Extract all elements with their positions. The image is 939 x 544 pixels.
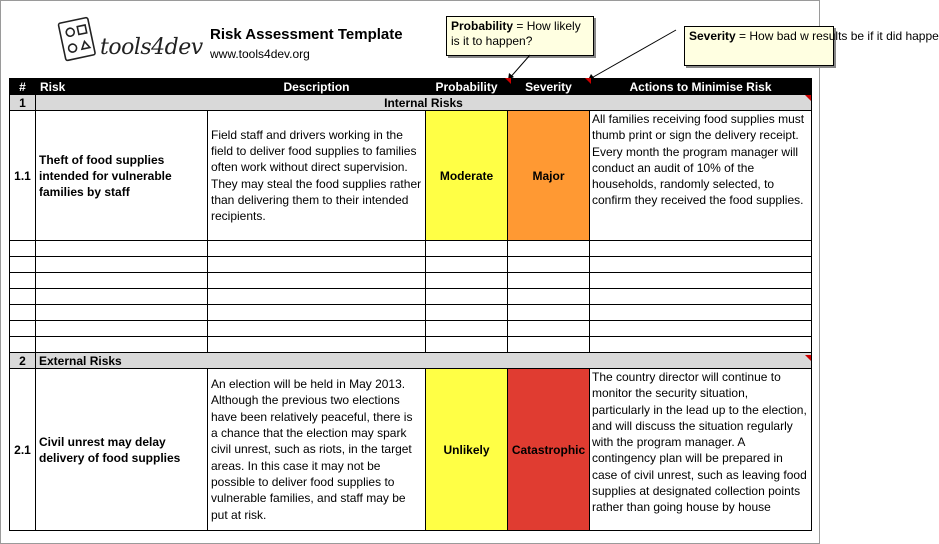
col-header-risk: Risk (36, 79, 208, 95)
probability-comment (446, 16, 594, 56)
severity-cell: Catastrophic (508, 369, 590, 531)
risk-table (9, 78, 812, 531)
probability-cell: Unlikely (426, 369, 508, 531)
empty-row (10, 241, 812, 257)
risk-description: An election will be held in May 2013. Although the previous two elections have been relatively peaceful, there is a chance that the election may spark civil unrest, such as riots, in the target areas. In this case it may not be possible to deliver food supplies to vulnerable families, and staff may be put at risk. (208, 369, 426, 531)
comment-indicator (805, 355, 811, 361)
probability-cell: Moderate (426, 111, 508, 241)
section-row-external (10, 353, 812, 369)
severity-comment (684, 26, 939, 66)
col-header-probability: Probability (426, 79, 508, 95)
section-title: Internal Risks (36, 95, 812, 111)
col-header-num: # (10, 79, 36, 95)
page-title: Risk Assessment Template (210, 26, 403, 43)
col-header-severity: Severity (508, 79, 590, 95)
col-header-actions: Actions to Minimise Risk (590, 79, 812, 95)
table-row (10, 111, 812, 241)
severity-comment-label: Severity (689, 29, 736, 43)
empty-row (10, 337, 812, 353)
table-row (10, 369, 812, 531)
section-row-internal (10, 95, 812, 111)
empty-row (10, 321, 812, 337)
risk-number: 1.1 (10, 111, 36, 241)
section-title: External Risks (36, 353, 812, 369)
empty-row (10, 305, 812, 321)
risk-description: Field staff and drivers working in the field to deliver food supplies to families often work without direct supervision. They may steal the food supplies rather than delivering them to their intended recipients. (208, 111, 426, 241)
comment-indicator (805, 95, 811, 101)
comment-indicator (585, 78, 591, 84)
severity-comment-text: = How bad w results be if it did happe (735, 29, 939, 43)
risk-name: Civil unrest may delay delivery of food supplies (36, 369, 208, 531)
risk-number: 2.1 (10, 369, 36, 531)
probability-comment-text: = How likely is it to happen? (451, 19, 581, 48)
logo-text: tools4dev (100, 35, 203, 60)
site-url: www.tools4dev.org (210, 47, 310, 61)
probability-comment-label: Probability (451, 19, 514, 33)
section-number: 2 (10, 353, 36, 369)
comment-indicator (505, 78, 511, 84)
risk-name: Theft of food supplies intended for vulnerable families by staff (36, 111, 208, 241)
empty-row (10, 289, 812, 305)
empty-row (10, 257, 812, 273)
table-header-row (10, 79, 812, 95)
actions-cell: The country director will continue to monitor the security situation, particularly in the lead up to the election, and will discuss the situation regularly with the program manager. A contingency plan will be prepared in case of civil unrest, such as leaving food supplies at designated collection points rather than going house by house (590, 369, 812, 531)
col-header-description: Description (208, 79, 426, 95)
section-number: 1 (10, 95, 36, 111)
actions-cell: All families receiving food supplies must thumb print or sign the delivery receipt. Every month the program manager will conduct an audit of 10% of the households, randomly selected, to confirm they received the food supplies. (590, 111, 812, 241)
severity-cell: Major (508, 111, 590, 241)
empty-row (10, 273, 812, 289)
